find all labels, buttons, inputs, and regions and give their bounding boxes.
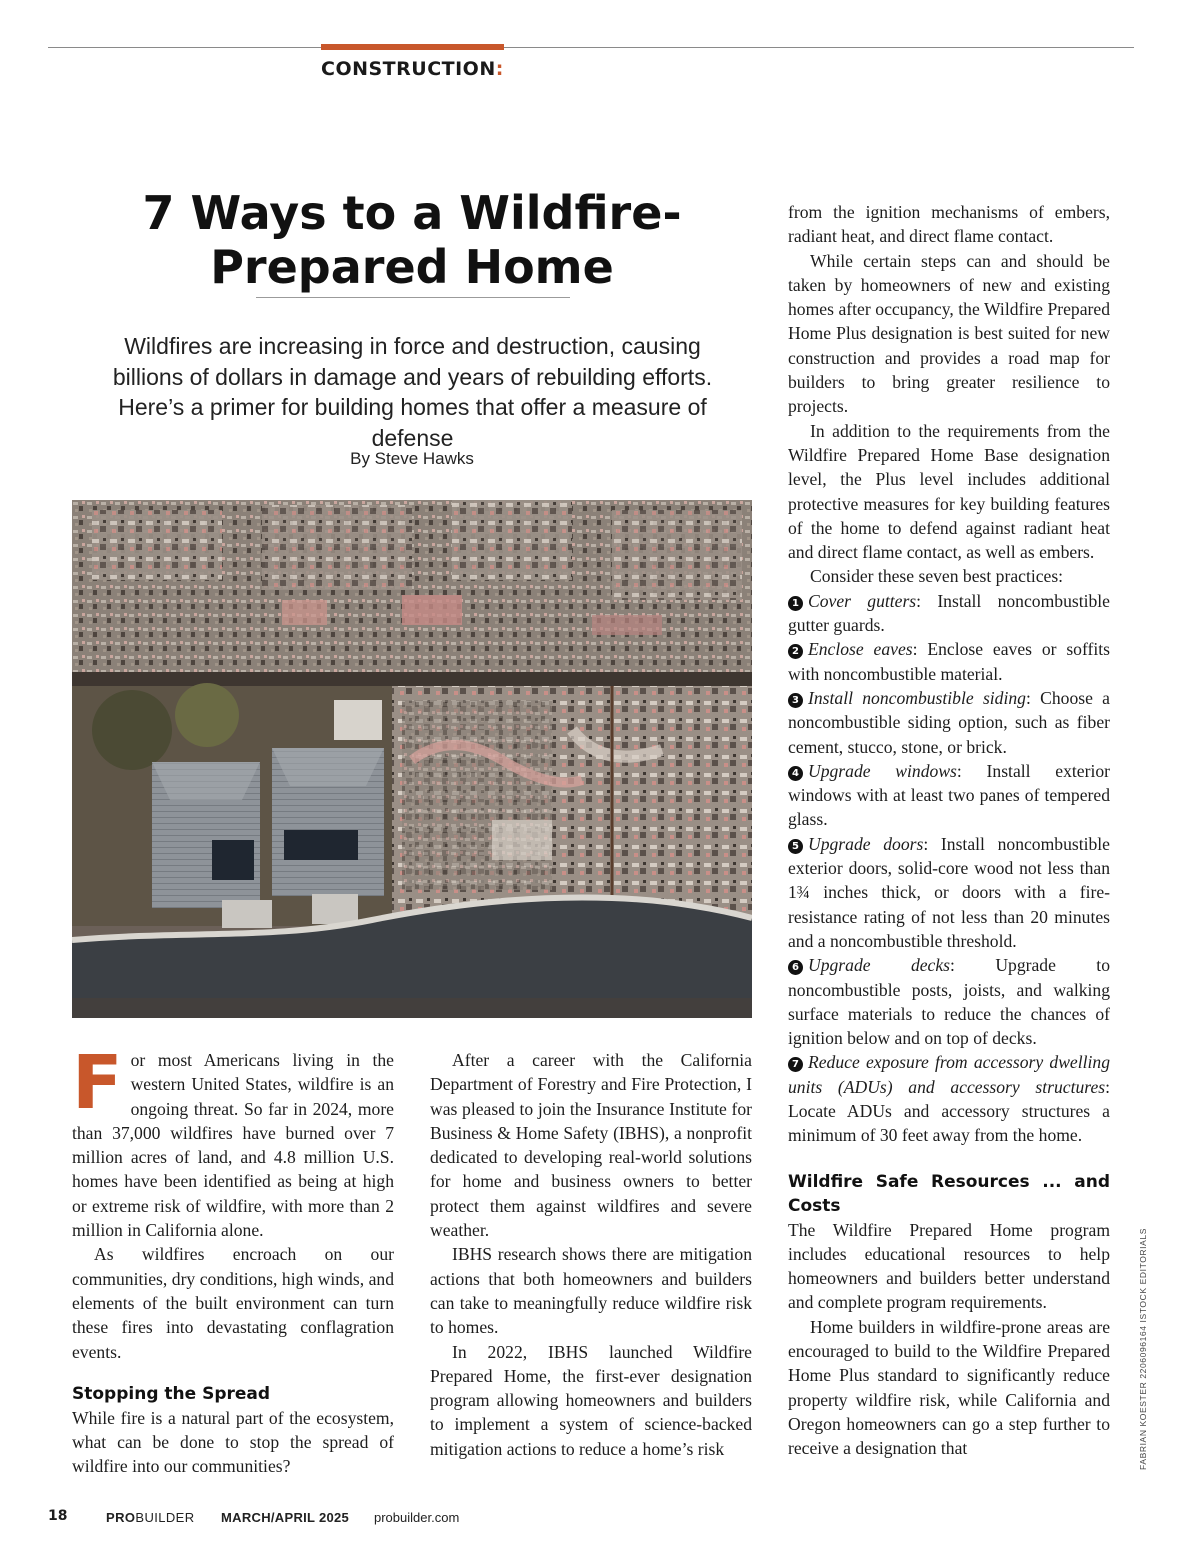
body-paragraph: IBHS research shows there are mitigation actions that both homeowners and builders can take to meaningfully reduce wildfire risk to homes.: [430, 1244, 752, 1338]
issue-date: MARCH/APRIL 2025: [221, 1510, 350, 1525]
best-practice-item: 2 Enclose eaves: Enclose eaves or soffits with noncombustible material.: [788, 639, 1110, 684]
article-headline: [72, 186, 752, 294]
best-practice-item: 4 Upgrade windows: Install exterior windows with at least two panes of tempered glass.: [788, 760, 1110, 830]
body-paragraph: Consider these seven best practices:: [810, 566, 1064, 587]
headline-line-2: Prepared Home: [210, 240, 614, 294]
body-paragraph: Home builders in wildfire-prone areas are encouraged to build to the Wildfire Prepared Home Plus standard to significantly reduce property wildfire risk, while California and Oregon homeowners can go a step further to receive a designation that: [788, 1316, 1110, 1459]
body-paragraph: In addition to the requirements from the Wildfire Prepared Home Base designation level, the Plus level includes additional protective measures for key building features of the home to defend against radiant heat and direct flame contact, as well as embers.: [788, 420, 1110, 563]
top-rule: [48, 47, 1134, 48]
body-paragraph: After a career with the California Department of Forestry and Fire Protection, I was pleased to join the Insurance Institute for Business & Home Safety (IBHS), a nonprofit dedicated to developing real-world solutions for home and business owners to better protect them against wildfires and severe weather.: [430, 1050, 752, 1241]
number-badge-icon: 3: [788, 693, 803, 708]
best-practice-item: 3 Install noncombustible siding: Choose a noncombustible siding option, such as fiber cement, stucco, stone, or brick.: [788, 687, 1110, 757]
drop-cap: F: [72, 1040, 123, 1126]
headline-line-1: 7 Ways to a Wildfire-: [142, 186, 682, 240]
body-paragraph: As wildfires encroach on our communities, dry conditions, high winds, and elements of the built environment can turn these fires into devastating conflagration events.: [72, 1244, 394, 1362]
aerial-photo-burned-neighborhood: [72, 500, 752, 1018]
body-column-3: [788, 200, 1110, 1461]
number-badge-icon: 2: [788, 644, 803, 659]
best-practice-item: 1 Cover gutters: Install noncombustible gutter guards.: [788, 590, 1110, 636]
number-badge-icon: 6: [788, 960, 803, 975]
section-accent-bar: [321, 44, 504, 50]
body-paragraph: from the ignition mechanisms of embers, radiant heat, and direct flame contact.: [788, 202, 1110, 247]
body-paragraph: In 2022, IBHS launched Wildfire Prepared Home, the first-ever designation program allowing homeowners and builders to implement a system of science-backed mitigation actions to reduce a home’s risk: [430, 1341, 752, 1459]
section-label: CONSTRUCTION:: [321, 58, 504, 80]
body-paragraph: While fire is a natural part of the ecosystem, what can be done to stop the spread of wildfire into our communities?: [72, 1407, 394, 1477]
subhead-stopping-the-spread: Stopping the Spread: [72, 1383, 271, 1404]
website-link[interactable]: probuilder.com: [374, 1510, 460, 1525]
best-practice-item: 7 Reduce exposure from accessory dwelling units (ADUs) and accessory structures: Locate ADUs and accessory structures a minimum of 30 feet away from the home.: [788, 1052, 1110, 1146]
page-number: 18: [48, 1508, 68, 1524]
body-paragraph: The Wildfire Prepared Home program includes educational resources to help homeowners and builders better understand and complete program requirements.: [788, 1219, 1110, 1313]
headline-rule: [256, 297, 570, 298]
byline: By Steve Hawks: [350, 449, 474, 468]
best-practice-item: 6 Upgrade decks: Upgrade to noncombustible posts, joists, and walking surface materials to reduce the chances of ignition below and on top of decks.: [788, 955, 1110, 1049]
body-column-2: [430, 1048, 752, 1461]
body-column-1: [72, 1040, 394, 1479]
number-badge-icon: 5: [788, 839, 803, 854]
number-badge-icon: 1: [788, 596, 803, 611]
number-badge-icon: 7: [788, 1057, 803, 1072]
intro-paragraph: For most Americans living in the western United States, wildfire is an ongoing threat. So far in 2024, more than 37,000 wildfires have burned over 7 million acres of land, and 4.8 million U.S. homes have been identified as being at high or extreme risk of wildfire, with more than 2 million in California alone.: [72, 1040, 394, 1241]
article-dek: Wildfires are increasing in force and destruction, causing billions of dollars in damage and years of rebuilding efforts. Here’s a primer for building homes that offer a measure of defense: [112, 333, 713, 451]
photo-credit: FABRIAN KOESTER 2206096164 ISTOCK EDITORIALS: [1138, 1228, 1148, 1470]
best-practice-item: 5 Upgrade doors: Install noncombustible exterior doors, solid-core wood not less than 1¾ inches thick, or doors with a fire-resistance rating of not less than 20 minutes and a noncombustible threshold.: [788, 833, 1110, 951]
magazine-brand: PROBUILDER: [106, 1510, 195, 1525]
body-paragraph: While certain steps can and should be taken by homeowners of new and existing homes after occupancy, the Wildfire Prepared Home Plus designation is best suited for new construction and provides a road map for builders to bring greater resilience to projects.: [788, 250, 1110, 417]
subhead-wildfire-safe-resources: Wildfire Safe Resources ... and Costs: [788, 1171, 1110, 1216]
number-badge-icon: 4: [788, 766, 803, 781]
